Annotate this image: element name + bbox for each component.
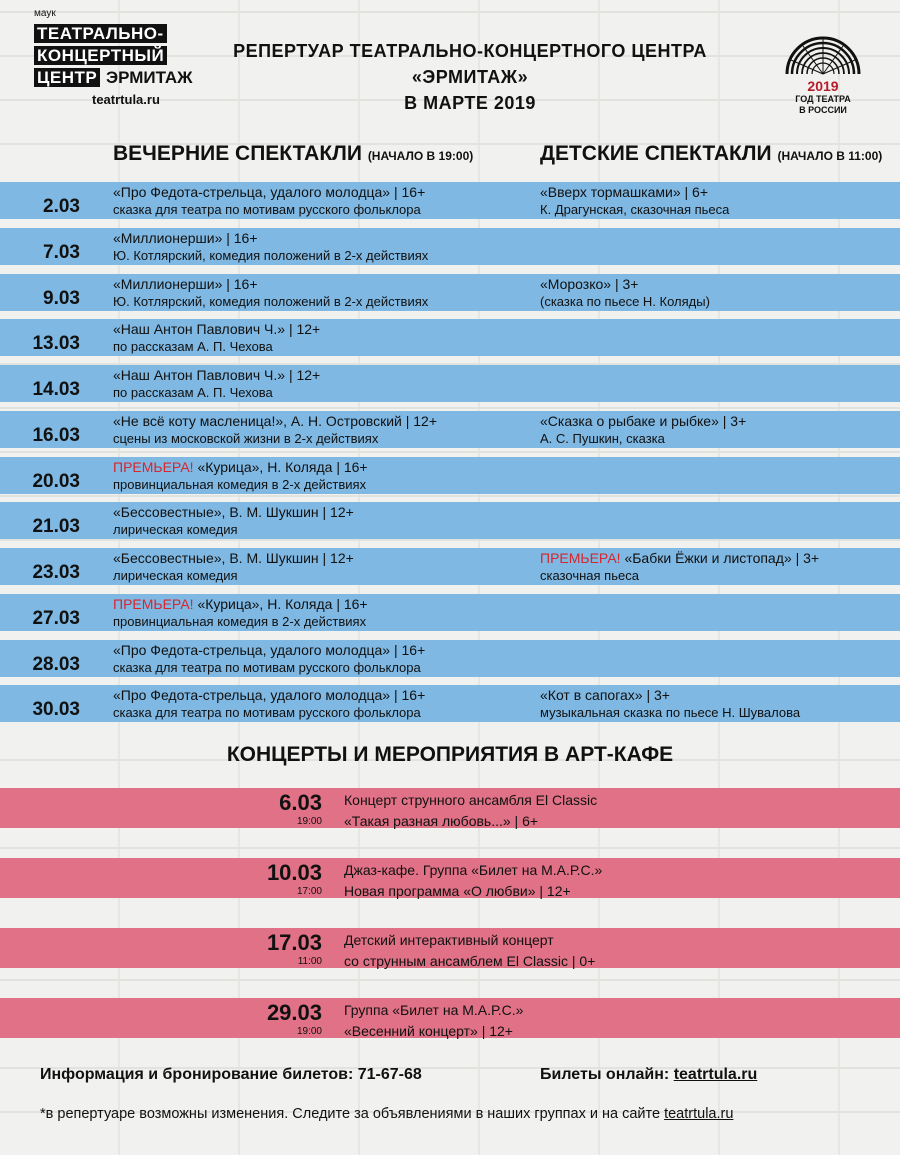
logo-site-link[interactable]: teatrtula.ru [92, 92, 160, 107]
premiere-label: ПРЕМЬЕРА! [113, 596, 194, 612]
evening-show[interactable] [113, 458, 523, 494]
evening-show-desc: провинциальная комедия в 2-х действиях [113, 477, 367, 492]
logo-line-3a: ЦЕНТР [34, 68, 100, 87]
evening-show-desc: сказка для театра по мотивам русского фольклора [113, 202, 421, 217]
evening-show-name: «Про Федота-стрельца, удалого молодца» | 16+ [113, 642, 426, 658]
evening-show-name: «Курица», Н. Коляда | 16+ [197, 596, 368, 612]
kids-start-time: (НАЧАЛО В 11:00) [777, 149, 883, 163]
logo-line-3b: ЭРМИТАЖ [106, 68, 193, 87]
table-row [0, 683, 900, 727]
concert-line-1: Детский интерактивный концерт [344, 932, 554, 948]
online-tickets [540, 1066, 757, 1084]
concert-text [344, 860, 602, 902]
evening-show-desc: Ю. Котлярский, комедия положений в 2-х действиях [113, 248, 429, 263]
row-date: 2.03 [43, 196, 80, 217]
concert-line-2: «Такая разная любовь...» | 6+ [344, 813, 539, 829]
concert-line-1: Концерт струнного ансамбля El Classic [344, 792, 598, 808]
concert-time: 11:00 [297, 956, 322, 967]
changes-note-text: *в репертуаре возможны изменения. Следите за объявлениями в наших группах и на сайте [40, 1106, 661, 1122]
evening-start-time: (НАЧАЛО В 19:00) [367, 149, 474, 163]
row-date: 7.03 [43, 242, 80, 263]
evening-show-name: «Бессовестные», В. М. Шукшин | 12+ [113, 550, 354, 566]
concert-date: 10.03 [266, 860, 322, 885]
concert-row[interactable] [0, 926, 900, 976]
kids-title: ДЕТСКИЕ СПЕКТАКЛИ [540, 142, 772, 165]
kids-show-title [540, 412, 890, 430]
evening-show-name: «Не всё коту масленица!», А. Н. Островский | 12+ [113, 413, 438, 429]
table-row [0, 180, 900, 224]
evening-show-title [113, 412, 523, 430]
evening-show-desc: лирическая комедия [113, 568, 238, 583]
evening-show-title [113, 275, 523, 293]
stage-arches-icon [783, 28, 863, 76]
kids-show-name: «Кот в сапогах» | 3+ [540, 687, 670, 703]
evening-show-desc: по рассказам А. П. Чехова [113, 385, 273, 400]
row-date: 23.03 [32, 562, 80, 583]
evening-show-desc: по рассказам А. П. Чехова [113, 339, 273, 354]
kids-show[interactable] [540, 686, 890, 722]
evening-show[interactable] [113, 275, 523, 311]
row-date: 9.03 [43, 288, 80, 309]
concert-line-2: со струнным ансамблем El Classic | 0+ [344, 953, 596, 969]
kids-show-desc: музыкальная сказка по пьесе Н. Шувалова [540, 705, 801, 720]
table-row [0, 317, 900, 361]
concert-date: 29.03 [266, 1000, 322, 1025]
kids-show[interactable] [540, 412, 890, 448]
kids-show-desc: А. С. Пушкин, сказка [540, 431, 665, 446]
evening-show-name: «Миллионерши» | 16+ [113, 276, 258, 292]
evening-show-title [113, 549, 523, 567]
concerts-section-title: КОНЦЕРТЫ И МЕРОПРИЯТИЯ В АРТ-КАФЕ [226, 743, 674, 766]
year-of-theatre-badge [778, 28, 868, 123]
evening-show[interactable] [113, 686, 523, 722]
evening-section-title [113, 142, 473, 166]
evening-show-name: «Про Федота-стрельца, удалого молодца» | 16+ [113, 184, 426, 200]
page-title-line-2: В МАРТЕ 2019 [404, 93, 536, 113]
concert-row[interactable] [0, 856, 900, 906]
concert-row[interactable] [0, 786, 900, 836]
evening-show[interactable] [113, 229, 523, 265]
page-title-line-1: РЕПЕРТУАР ТЕАТРАЛЬНО-КОНЦЕРТНОГО ЦЕНТРА «ЭРМИТАЖ» [233, 41, 707, 87]
table-row [0, 409, 900, 453]
evening-show-title [113, 503, 523, 521]
evening-show-title [113, 229, 523, 247]
evening-show-name: «Миллионерши» | 16+ [113, 230, 258, 246]
concert-line-2: «Весенний концерт» | 12+ [344, 1023, 513, 1039]
kids-show-name: «Вверх тормашками» | 6+ [540, 184, 709, 200]
kids-show-title [540, 549, 890, 567]
concert-text [344, 930, 595, 972]
evening-show[interactable] [113, 595, 523, 631]
evening-show-name: «Курица», Н. Коляда | 16+ [197, 459, 368, 475]
table-row [0, 226, 900, 270]
kids-show-name: «Морозко» | 3+ [540, 276, 639, 292]
evening-show[interactable] [113, 412, 523, 448]
evening-show[interactable] [113, 183, 523, 219]
evening-show-title [113, 320, 523, 338]
evening-title: ВЕЧЕРНИЕ СПЕКТАКЛИ [113, 142, 362, 165]
evening-show-desc: сказка для театра по мотивам русского фольклора [113, 705, 421, 720]
table-row [0, 500, 900, 544]
table-row [0, 455, 900, 499]
evening-show[interactable] [113, 503, 523, 539]
table-row [0, 546, 900, 590]
row-date: 20.03 [32, 471, 80, 492]
kids-show-title [540, 275, 890, 293]
evening-show[interactable] [113, 366, 523, 402]
kids-show-name: «Бабки Ёжки и листопад» | 3+ [624, 550, 820, 566]
kids-show-title [540, 183, 890, 201]
row-date: 14.03 [32, 379, 80, 400]
badge-year: 2019 [807, 78, 839, 94]
evening-show[interactable] [113, 320, 523, 356]
kids-show[interactable] [540, 183, 890, 219]
page-title [190, 38, 750, 116]
logo-mauk: маук [34, 8, 56, 19]
concert-line-1: Джаз-кафе. Группа «Билет на М.А.Р.С.» [344, 862, 603, 878]
evening-show-name: «Про Федота-стрельца, удалого молодца» | 16+ [113, 687, 426, 703]
concert-row[interactable] [0, 996, 900, 1046]
evening-show-title [113, 686, 523, 704]
changes-note [40, 1106, 733, 1122]
table-row [0, 638, 900, 682]
booking-info: Информация и бронирование билетов: 71-67-68 [40, 1066, 422, 1083]
evening-show-name: «Наш Антон Павлович Ч.» | 12+ [113, 321, 321, 337]
kids-section-title [540, 142, 882, 166]
concert-time: 19:00 [296, 1026, 322, 1037]
row-date: 30.03 [32, 699, 80, 720]
concert-date: 17.03 [266, 930, 322, 955]
evening-show-desc: провинциальная комедия в 2-х действиях [113, 614, 367, 629]
premiere-label: ПРЕМЬЕРА! [540, 550, 621, 566]
kids-show[interactable] [540, 549, 890, 585]
concert-date: 6.03 [279, 790, 322, 815]
row-date: 28.03 [32, 654, 80, 675]
row-date: 27.03 [32, 608, 80, 629]
concert-text [344, 790, 597, 832]
kids-show-title [540, 686, 890, 704]
evening-show-title [113, 595, 523, 613]
evening-show-desc: сцены из московской жизни в 2-х действиях [113, 431, 379, 446]
changes-note-link[interactable]: teatrtula.ru [664, 1106, 734, 1122]
evening-show-title [113, 183, 523, 201]
evening-show-desc: Ю. Котлярский, комедия положений в 2-х действиях [113, 294, 429, 309]
table-row [0, 272, 900, 316]
row-date: 13.03 [32, 333, 80, 354]
concert-text [344, 1000, 523, 1042]
badge-line-2: В РОССИИ [799, 105, 847, 115]
kids-show-name: «Сказка о рыбаке и рыбке» | 3+ [540, 413, 747, 429]
concert-line-1: Группа «Билет на М.А.Р.С.» [344, 1002, 524, 1018]
concert-time: 17:00 [296, 886, 322, 897]
evening-show[interactable] [113, 549, 523, 585]
logo-line-2: КОНЦЕРТНЫЙ [34, 46, 167, 65]
online-tickets-label: Билеты онлайн: [540, 1066, 670, 1083]
premiere-label: ПРЕМЬЕРА! [113, 459, 194, 475]
evening-show-desc: лирическая комедия [113, 522, 238, 537]
logo-line-1: ТЕАТРАЛЬНО- [34, 24, 167, 43]
evening-show-title [113, 458, 523, 476]
kids-show-desc: К. Драгунская, сказочная пьеса [540, 202, 730, 217]
evening-show[interactable] [113, 641, 523, 677]
kids-show-desc: сказочная пьеса [540, 568, 639, 583]
row-date: 16.03 [32, 425, 80, 446]
kids-show-desc: (сказка по пьесе Н. Коляды) [540, 294, 710, 309]
evening-show-name: «Наш Антон Павлович Ч.» | 12+ [113, 367, 321, 383]
concert-time: 19:00 [296, 816, 322, 827]
evening-show-name: «Бессовестные», В. М. Шукшин | 12+ [113, 504, 354, 520]
table-row [0, 363, 900, 407]
evening-show-title [113, 366, 523, 384]
concert-line-2: Новая программа «О любви» | 12+ [344, 883, 571, 899]
row-date: 21.03 [32, 516, 80, 537]
theatre-logo[interactable] [34, 8, 193, 118]
table-row [0, 592, 900, 636]
evening-show-title [113, 641, 523, 659]
badge-line-1: ГОД ТЕАТРА [795, 94, 851, 104]
evening-show-desc: сказка для театра по мотивам русского фольклора [113, 660, 421, 675]
online-tickets-link[interactable]: teatrtula.ru [673, 1066, 758, 1083]
kids-show[interactable] [540, 275, 890, 311]
